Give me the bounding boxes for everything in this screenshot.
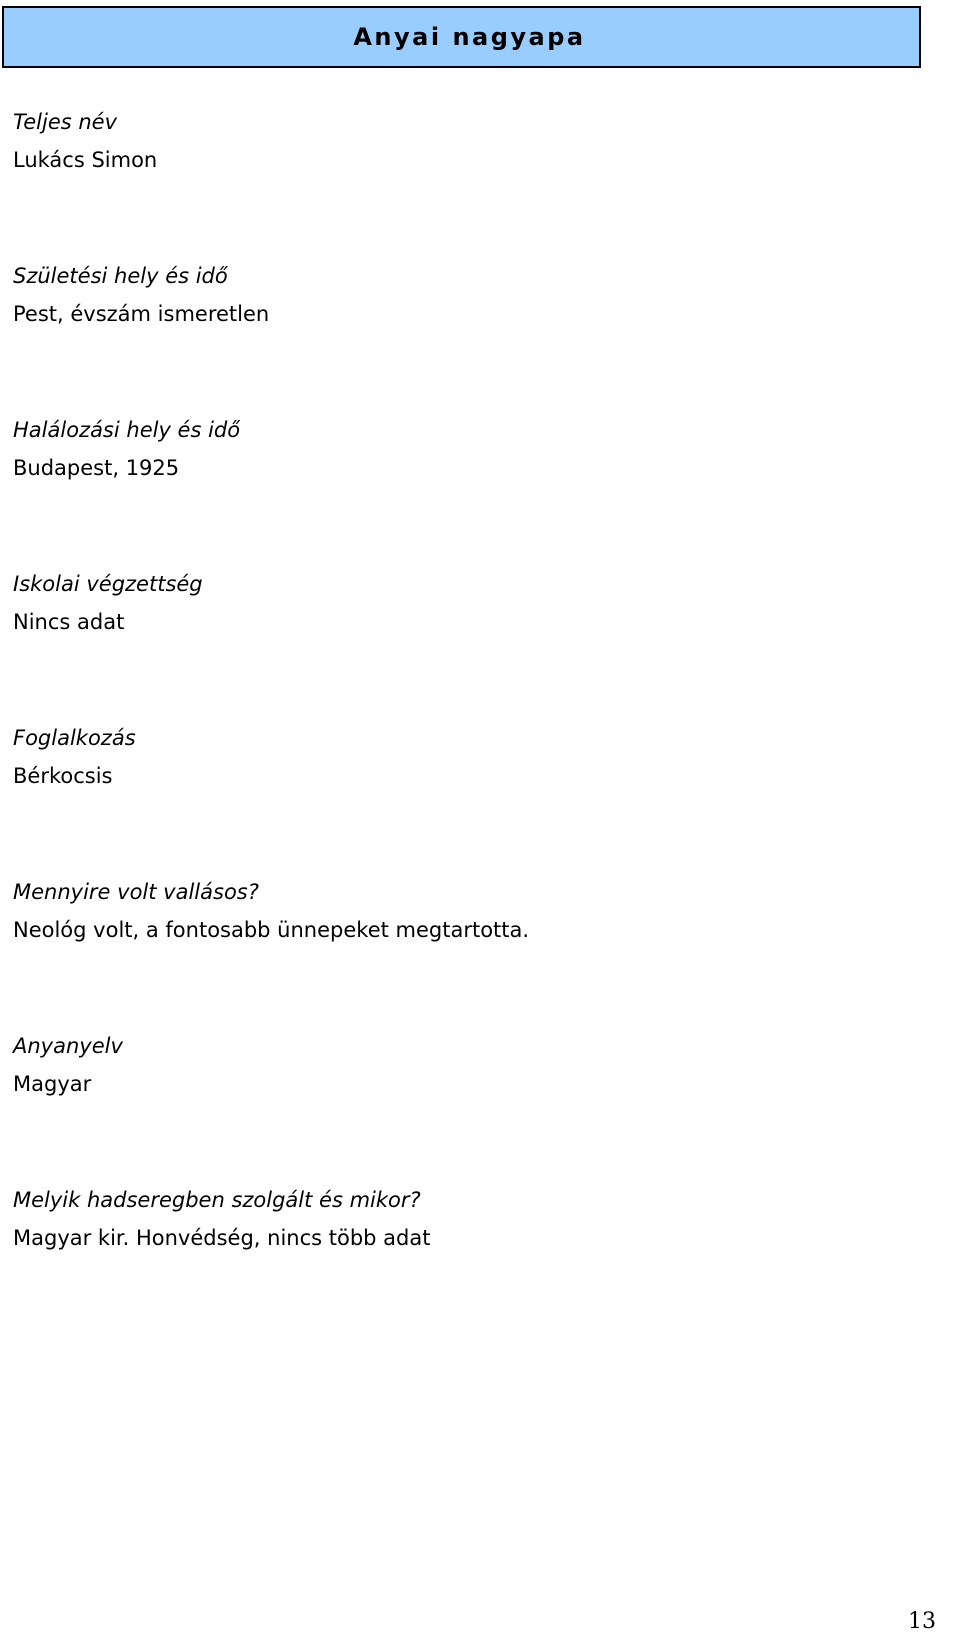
field-education xyxy=(13,565,913,719)
section-header xyxy=(2,6,921,68)
field-military xyxy=(13,1181,913,1335)
field-value: Pest, évszám ismeretlen xyxy=(13,302,270,326)
field-label: Mennyire volt vallásos? xyxy=(13,880,259,904)
field-value: Bérkocsis xyxy=(13,764,113,788)
fields-list xyxy=(13,103,913,1335)
field-death xyxy=(13,411,913,565)
field-value: Nincs adat xyxy=(13,610,125,634)
field-value: Magyar xyxy=(13,1072,92,1096)
field-value: Budapest, 1925 xyxy=(13,456,180,480)
page-number: 13 xyxy=(908,1609,936,1634)
field-label: Iskolai végzettség xyxy=(13,572,203,596)
field-label: Halálozási hely és idő xyxy=(13,418,241,442)
section-title: Anyai nagyapa xyxy=(353,23,586,51)
field-label: Melyik hadseregben szolgált és mikor? xyxy=(13,1188,421,1212)
field-mother-tongue xyxy=(13,1027,913,1181)
field-label: Születési hely és idő xyxy=(13,264,228,288)
field-value: Magyar kir. Honvédség, nincs több adat xyxy=(13,1226,431,1250)
field-religiosity xyxy=(13,873,913,1027)
field-label: Foglalkozás xyxy=(13,726,136,750)
field-label: Anyanyelv xyxy=(13,1034,123,1058)
field-label: Teljes név xyxy=(13,110,118,134)
field-birth xyxy=(13,257,913,411)
field-occupation xyxy=(13,719,913,873)
field-value: Neológ volt, a fontosabb ünnepeket megtartotta. xyxy=(13,918,530,942)
field-value: Lukács Simon xyxy=(13,148,158,172)
field-full-name xyxy=(13,103,913,257)
